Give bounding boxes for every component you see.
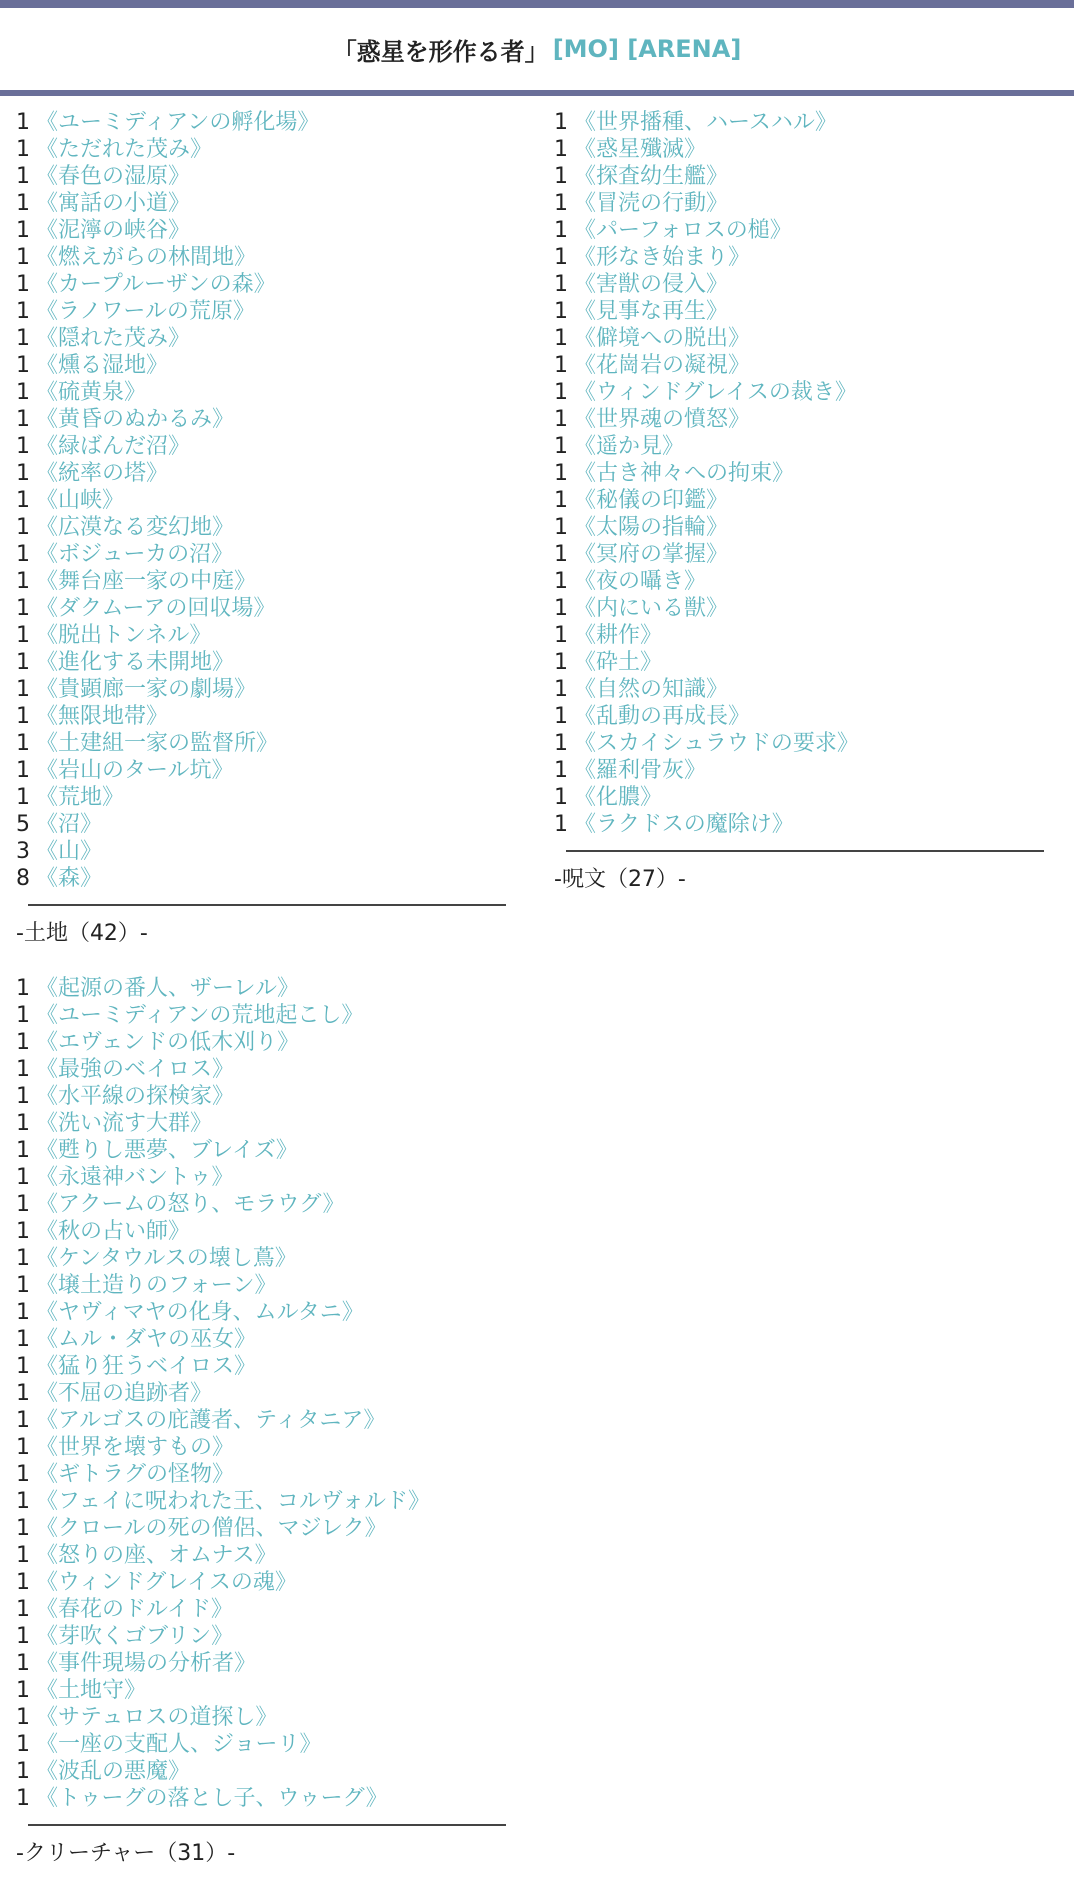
card-entry [554,163,1054,190]
card-name-link[interactable]: 《春色の湿原》 [36,164,191,189]
card-quantity: 1 [16,704,30,729]
card-quantity: 1 [554,488,568,513]
card-quantity: 1 [16,272,30,297]
card-entry [554,514,1054,541]
card-quantity: 1 [554,299,568,324]
card-name-link[interactable]: 《耕作》 [574,623,663,648]
card-entry [554,568,1054,595]
card-entry [16,109,506,136]
card-quantity: 1 [16,1489,30,1514]
card-entry [16,1488,506,1515]
card-entry [16,1434,506,1461]
card-entry [554,595,1054,622]
right-column [554,109,1054,893]
card-quantity: 1 [554,407,568,432]
card-entry [16,703,506,730]
card-entry [554,325,1054,352]
card-quantity: 1 [554,461,568,486]
card-name-link[interactable]: 《ラクドスの魔除け》 [574,812,794,837]
card-quantity: 1 [16,1516,30,1541]
card-quantity: 1 [554,758,568,783]
card-name-link[interactable]: 《羅利骨灰》 [574,758,707,783]
card-quantity: 1 [16,461,30,486]
card-entry [16,865,506,892]
card-entry [16,379,506,406]
card-entry [554,622,1054,649]
card-quantity: 1 [16,1408,30,1433]
card-name-link[interactable]: 《泥濘の峡谷》 [36,218,191,243]
card-quantity: 1 [554,542,568,567]
card-entry [16,1137,506,1164]
card-entry [16,1299,506,1326]
card-name-link[interactable]: 《ユーミディアンの荒地起こし》 [36,1003,364,1028]
card-entry [16,1083,506,1110]
card-name-link[interactable]: 《パーフォロスの槌》 [574,218,792,243]
card-name-link[interactable]: 《燃えがらの林間地》 [36,245,257,270]
card-quantity: 1 [554,434,568,459]
card-quantity: 1 [16,677,30,702]
card-name-link[interactable]: 《世界魂の憤怒》 [574,407,751,432]
card-name-link[interactable]: 《フェイに呪われた王、コルヴォルド》 [36,1489,431,1514]
card-name-link[interactable]: 《化膿》 [574,785,663,810]
card-entry [16,1758,506,1785]
card-name-link[interactable]: 《山峡》 [36,488,125,513]
card-entry [16,730,506,757]
card-quantity: 1 [16,1705,30,1730]
card-quantity: 1 [16,569,30,594]
card-name-link[interactable]: 《統率の塔》 [36,461,169,486]
card-quantity: 1 [554,596,568,621]
page-header [0,8,1074,90]
card-quantity: 1 [16,1651,30,1676]
card-entry [16,838,506,865]
card-name-link[interactable]: 《洗い流す大群》 [36,1111,213,1136]
card-name-link[interactable]: 《秘儀の印鑑》 [574,488,729,513]
card-quantity: 1 [16,1219,30,1244]
card-entry [16,1650,506,1677]
card-quantity: 3 [16,839,30,864]
card-quantity: 1 [16,1138,30,1163]
card-name-link[interactable]: 《スカイシュラウドの要求》 [574,731,859,756]
lands-section-title: -土地（42）- [16,921,148,946]
card-name-link[interactable]: 《芽吹くゴブリン》 [36,1624,234,1649]
card-quantity: 1 [16,110,30,135]
card-entry [16,1785,506,1812]
card-name-link[interactable]: 《ユーミディアンの孵化場》 [36,110,320,135]
format-tags[interactable]: [MO] [ARENA] [552,35,742,63]
card-entry [16,1596,506,1623]
card-quantity: 1 [16,1246,30,1271]
card-entry [16,541,506,568]
card-name-link[interactable]: 《起源の番人、ザーレル》 [36,976,300,1001]
card-quantity: 1 [16,1624,30,1649]
card-entry [16,244,506,271]
card-name-link[interactable]: 《乱動の再成長》 [574,704,751,729]
card-quantity: 1 [16,650,30,675]
card-entry [16,1515,506,1542]
card-entry [16,1353,506,1380]
card-name-link[interactable]: 《ただれた茂み》 [36,137,213,162]
card-name-link[interactable]: 《エヴェンドの低木刈り》 [36,1030,300,1055]
card-entry [16,1056,506,1083]
card-name-link[interactable]: 《岩山のタール坑》 [36,758,234,783]
card-name-link[interactable]: 《冥府の掌握》 [574,542,729,567]
card-name-link[interactable]: 《荒地》 [36,785,125,810]
card-name-link[interactable]: 《太陽の指輪》 [574,515,729,540]
card-entry [16,217,506,244]
card-name-link[interactable]: 《惑星殲滅》 [574,137,707,162]
left-column [16,109,506,1867]
card-name-link[interactable]: 《波乱の悪魔》 [36,1759,191,1784]
card-entry [16,298,506,325]
card-quantity: 1 [554,785,568,810]
card-quantity: 1 [16,245,30,270]
card-entry [16,325,506,352]
card-entry [16,1380,506,1407]
card-quantity: 1 [16,1111,30,1136]
card-quantity: 1 [16,353,30,378]
card-name-link[interactable]: 《事件現場の分析者》 [36,1651,257,1676]
card-quantity: 1 [16,1192,30,1217]
card-entry [554,703,1054,730]
card-quantity: 1 [16,1354,30,1379]
card-entry [554,406,1054,433]
card-entry [554,811,1054,838]
card-quantity: 1 [554,218,568,243]
card-entry [16,676,506,703]
card-entry [16,136,506,163]
card-entry [16,1029,506,1056]
card-entry [16,784,506,811]
card-name-link[interactable]: 《無限地帯》 [36,704,169,729]
card-name-link[interactable]: 《アクームの怒り、モラウグ》 [36,1192,345,1217]
card-quantity: 1 [554,164,568,189]
card-quantity: 1 [554,137,568,162]
card-name-link[interactable]: 《進化する未開地》 [36,650,235,675]
card-name-link[interactable]: 《山》 [36,839,103,864]
card-name-link[interactable]: 《カープルーザンの森》 [36,272,276,297]
card-entry [16,757,506,784]
card-name-link[interactable]: 《硫黄泉》 [36,380,147,405]
card-name-link[interactable]: 《舞台座一家の中庭》 [36,569,257,594]
card-quantity: 1 [16,1678,30,1703]
card-quantity: 5 [16,812,30,837]
header-divider [0,90,1074,96]
card-entry [554,649,1054,676]
card-entry [554,109,1054,136]
card-name-link[interactable]: 《ウィンドグレイスの魂》 [36,1570,297,1595]
card-name-link[interactable]: 《黄昏のぬかるみ》 [36,407,235,432]
card-name-link[interactable]: 《秋の占い師》 [36,1219,191,1244]
card-name-link[interactable]: 《サテュロスの道探し》 [36,1705,278,1730]
card-quantity: 1 [554,704,568,729]
card-name-link[interactable]: 《遥か見》 [574,434,685,459]
card-entry [16,406,506,433]
card-name-link[interactable]: 《不屈の追跡者》 [36,1381,213,1406]
lands-list [16,109,506,892]
card-quantity: 1 [554,731,568,756]
card-quantity: 1 [554,677,568,702]
card-name-link[interactable]: 《ボジューカの沼》 [36,542,234,567]
card-quantity: 1 [554,245,568,270]
card-quantity: 1 [16,785,30,810]
card-name-link[interactable]: 《燻る湿地》 [36,353,169,378]
card-entry [554,487,1054,514]
card-quantity: 1 [16,542,30,567]
card-quantity: 1 [554,326,568,351]
card-name-link[interactable]: 《冒涜の行動》 [574,191,729,216]
card-quantity: 1 [16,976,30,1001]
card-name-link[interactable]: 《壌土造りのフォーン》 [36,1273,277,1298]
card-entry [16,1542,506,1569]
card-quantity: 1 [16,1300,30,1325]
card-entry [554,244,1054,271]
card-entry [554,676,1054,703]
card-entry [16,1677,506,1704]
card-quantity: 1 [554,353,568,378]
card-name-link[interactable]: 《一座の支配人、ジョーリ》 [36,1732,322,1757]
card-quantity: 1 [16,326,30,351]
top-accent-bar [0,0,1074,8]
card-entry [554,730,1054,757]
card-name-link[interactable]: 《僻境への脱出》 [574,326,751,351]
card-name-link[interactable]: 《水平線の探検家》 [36,1084,235,1109]
card-quantity: 1 [16,623,30,648]
card-name-link[interactable]: 《広漠なる変幻地》 [36,515,235,540]
card-entry [554,352,1054,379]
card-entry [16,1704,506,1731]
card-entry [16,163,506,190]
card-quantity: 1 [16,1543,30,1568]
card-entry [554,298,1054,325]
card-quantity: 1 [554,515,568,540]
card-name-link[interactable]: 《夜の囁き》 [574,569,707,594]
card-quantity: 8 [16,866,30,891]
card-name-link[interactable]: 《脱出トンネル》 [36,623,212,648]
card-entry [554,541,1054,568]
card-quantity: 1 [554,812,568,837]
card-quantity: 1 [16,1786,30,1811]
card-entry [16,1002,506,1029]
card-entry [16,1461,506,1488]
card-quantity: 1 [16,758,30,783]
card-name-link[interactable]: 《春花のドルイド》 [36,1597,233,1622]
spells-list [554,109,1054,838]
card-entry [554,757,1054,784]
deck-title: 「惑星を形作る者」 [332,37,549,66]
card-name-link[interactable]: 《ムル・ダヤの巫女》 [36,1327,257,1352]
card-entry [16,622,506,649]
card-name-link[interactable]: 《土地守》 [36,1678,147,1703]
card-entry [16,595,506,622]
card-entry [554,460,1054,487]
card-entry [554,190,1054,217]
card-entry [16,1164,506,1191]
card-quantity: 1 [16,1570,30,1595]
card-entry [16,1191,506,1218]
card-quantity: 1 [16,1381,30,1406]
card-name-link[interactable]: 《最強のベイロス》 [36,1057,235,1082]
card-name-link[interactable]: 《世界を壊すもの》 [36,1435,235,1460]
section-divider [28,904,506,906]
card-name-link[interactable]: 《見事な再生》 [574,299,729,324]
card-quantity: 1 [16,1030,30,1055]
card-name-link[interactable]: 《砕土》 [574,650,663,675]
card-entry [16,1569,506,1596]
card-name-link[interactable]: 《ケンタウルスの壊し蔦》 [36,1246,297,1271]
card-entry [16,190,506,217]
card-name-link[interactable]: 《怒りの座、オムナス》 [36,1543,277,1568]
card-quantity: 1 [16,515,30,540]
card-entry [16,1407,506,1434]
card-name-link[interactable]: 《緑ばんだ沼》 [36,434,191,459]
card-entry [16,568,506,595]
card-name-link[interactable]: 《貴顕廊一家の劇場》 [36,677,257,702]
card-quantity: 1 [554,191,568,216]
card-entry [16,1110,506,1137]
section-divider [566,850,1044,852]
card-name-link[interactable]: 《ラノワールの荒原》 [36,299,255,324]
creatures-section-title: -クリーチャー（31）- [16,1841,236,1866]
card-name-link[interactable]: 《甦りし悪夢、ブレイズ》 [36,1138,298,1163]
card-entry [16,1245,506,1272]
card-quantity: 1 [16,1732,30,1757]
card-name-link[interactable]: 《クロールの死の僧侶、マジレク》 [36,1516,387,1541]
card-quantity: 1 [16,1273,30,1298]
card-quantity: 1 [16,191,30,216]
card-entry [554,379,1054,406]
card-quantity: 1 [554,623,568,648]
card-quantity: 1 [554,569,568,594]
card-quantity: 1 [16,299,30,324]
card-quantity: 1 [16,1435,30,1460]
card-entry [554,136,1054,163]
card-name-link[interactable]: 《土建組一家の監督所》 [36,731,279,756]
card-entry [16,271,506,298]
card-entry [16,514,506,541]
card-entry [16,352,506,379]
card-quantity: 1 [16,596,30,621]
card-quantity: 1 [16,137,30,162]
card-quantity: 1 [16,1084,30,1109]
card-entry [554,271,1054,298]
card-entry [16,487,506,514]
card-name-link[interactable]: 《古き神々への拘束》 [574,461,795,486]
card-entry [554,433,1054,460]
card-name-link[interactable]: 《世界播種、ハースハル》 [574,110,837,135]
card-quantity: 1 [554,380,568,405]
card-name-link[interactable]: 《寓話の小道》 [36,191,191,216]
card-name-link[interactable]: 《自然の知識》 [574,677,729,702]
card-entry [16,1731,506,1758]
card-name-link[interactable]: 《ギトラグの怪物》 [36,1462,235,1487]
card-quantity: 1 [16,434,30,459]
card-name-link[interactable]: 《ダクムーアの回収場》 [36,596,276,621]
card-quantity: 1 [554,272,568,297]
card-quantity: 1 [16,1057,30,1082]
card-entry [554,784,1054,811]
card-quantity: 1 [554,110,568,135]
card-quantity: 1 [16,1327,30,1352]
card-quantity: 1 [16,731,30,756]
card-entry [16,460,506,487]
card-name-link[interactable]: 《内にいる獣》 [574,596,729,621]
card-quantity: 1 [16,1597,30,1622]
card-quantity: 1 [16,1165,30,1190]
card-quantity: 1 [16,1462,30,1487]
card-quantity: 1 [16,380,30,405]
spells-section-title: -呪文（27）- [554,867,686,892]
card-quantity: 1 [16,1759,30,1784]
card-name-link[interactable]: 《永遠神バントゥ》 [36,1165,234,1190]
card-name-link[interactable]: 《猛り狂うベイロス》 [36,1354,257,1379]
section-divider [28,1824,506,1826]
card-entry [16,1623,506,1650]
card-quantity: 1 [16,407,30,432]
card-name-link[interactable]: 《ヤヴィマヤの化身、ムルタニ》 [36,1300,364,1325]
card-name-link[interactable]: 《沼》 [36,812,103,837]
card-quantity: 1 [16,1003,30,1028]
card-name-link[interactable]: 《探査幼生艦》 [574,164,729,189]
card-entry [16,1326,506,1353]
card-name-link[interactable]: 《隠れた茂み》 [36,326,191,351]
card-entry [16,1272,506,1299]
card-name-link[interactable]: 《花崗岩の凝視》 [574,353,751,378]
card-entry [16,975,506,1002]
card-name-link[interactable]: 《森》 [36,866,103,891]
card-quantity: 1 [16,488,30,513]
card-name-link[interactable]: 《形なき始まり》 [574,245,751,270]
card-quantity: 1 [554,650,568,675]
card-entry [554,217,1054,244]
card-entry [16,811,506,838]
card-quantity: 1 [16,164,30,189]
card-name-link[interactable]: 《ウィンドグレイスの裁き》 [574,380,857,405]
card-name-link[interactable]: 《アルゴスの庇護者、ティタニア》 [36,1408,386,1433]
card-quantity: 1 [16,218,30,243]
card-entry [16,649,506,676]
card-name-link[interactable]: 《トゥーグの落とし子、ウゥーグ》 [36,1786,388,1811]
card-name-link[interactable]: 《害獣の侵入》 [574,272,729,297]
card-entry [16,1218,506,1245]
card-entry [16,433,506,460]
creatures-list [16,975,506,1812]
